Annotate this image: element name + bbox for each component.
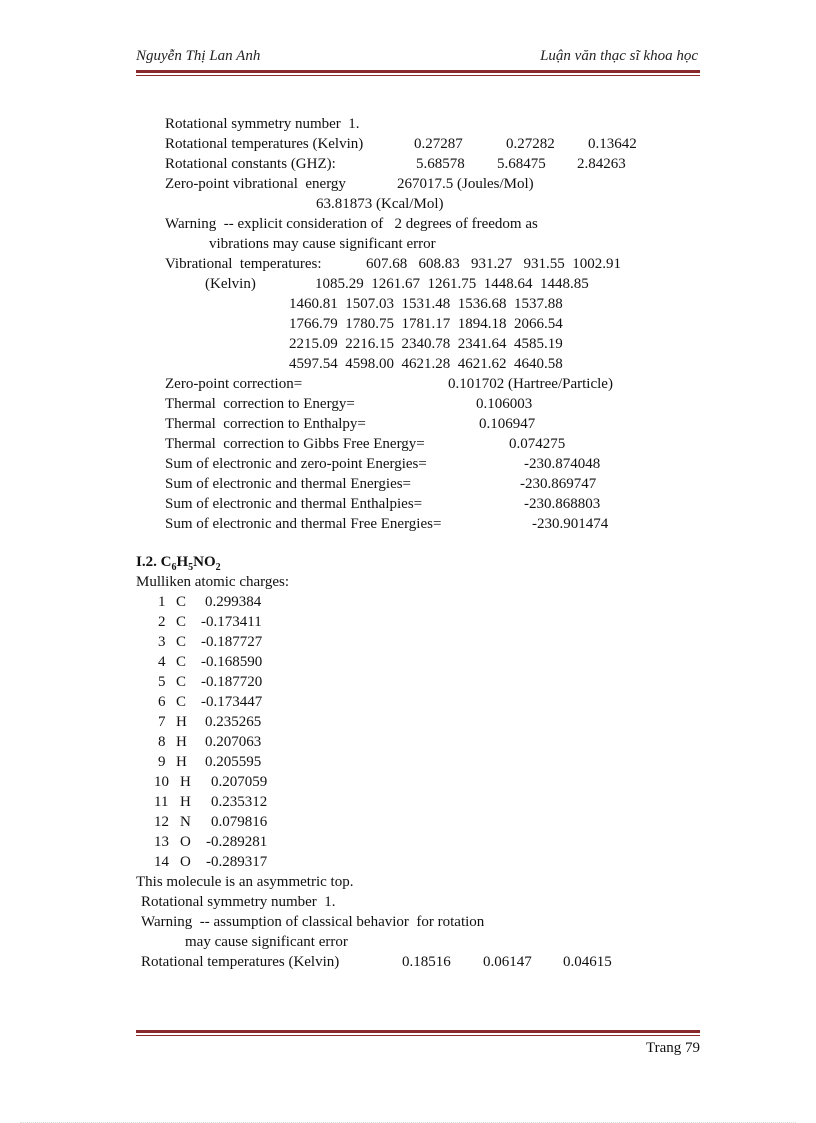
charge-atom: C: [176, 614, 187, 630]
charge-value: -0.187727: [201, 634, 263, 650]
charge-value: -0.289281: [206, 834, 268, 850]
thermo-value: -230.874048: [524, 456, 601, 472]
thermo-label: Thermal correction to Gibbs Free Energy=: [165, 436, 425, 452]
vib-temp-row: 2215.09 2216.15 2340.78 2341.64 4585.19: [289, 336, 563, 352]
charge-value: 0.299384: [205, 594, 262, 610]
charge-atom: N: [180, 814, 191, 830]
thermo-label: Thermal correction to Enthalpy=: [165, 416, 366, 432]
charge-value: -0.289317: [206, 854, 268, 870]
asymmetric-top-line: This molecule is an asymmetric top.: [136, 874, 354, 890]
charge-atom: H: [176, 714, 187, 730]
rot-temp-label-2: Rotational temperatures (Kelvin): [141, 954, 340, 970]
mulliken-title: Mulliken atomic charges:: [136, 574, 290, 590]
charge-index: 13: [154, 834, 169, 850]
header-thesis-title: Luận văn thạc sĩ khoa học: [540, 48, 698, 64]
rot-temp-label: Rotational temperatures (Kelvin): [165, 136, 364, 152]
header-author: Nguyễn Thị Lan Anh: [136, 48, 261, 64]
thermo-value: 0.106003: [476, 396, 533, 412]
thermo-value: -230.868803: [524, 496, 601, 512]
rot-symmetry-line-2: Rotational symmetry number 1.: [141, 894, 336, 910]
charge-atom: H: [176, 754, 187, 770]
vib-temp-row: 4597.54 4598.00 4621.28 4621.62 4640.58: [289, 356, 563, 372]
charge-value: -0.168590: [201, 654, 263, 670]
rot-temp-value-2: 0.06147: [483, 954, 532, 970]
thermo-value: 0.106947: [479, 416, 536, 432]
header-rule-thick: [136, 70, 700, 73]
section-number: I.2.: [136, 554, 157, 570]
thermo-label: Thermal correction to Energy=: [165, 396, 355, 412]
thermo-label: Sum of electronic and thermal Enthalpies=: [165, 496, 423, 512]
zpe-label: Zero-point vibrational energy: [165, 176, 346, 192]
charge-atom: C: [176, 674, 187, 690]
vib-temp-row: 1085.29 1261.67 1261.75 1448.64 1448.85: [315, 276, 589, 292]
rot-temp-value: 0.27287: [414, 136, 463, 152]
charge-index: 4: [158, 654, 166, 670]
charge-index: 7: [158, 714, 166, 730]
rot-temp-value: 0.27282: [506, 136, 555, 152]
thermo-value: 0.074275: [509, 436, 566, 452]
charge-value: 0.079816: [211, 814, 268, 830]
charge-value: 0.235265: [205, 714, 262, 730]
thermo-label: Sum of electronic and thermal Free Energies=: [165, 516, 442, 532]
zpe-joules: 267017.5 (Joules/Mol): [397, 176, 534, 192]
charge-value: 0.235312: [211, 794, 268, 810]
thermo-label: Sum of electronic and zero-point Energies=: [165, 456, 427, 472]
warning-line-1: Warning -- explicit consideration of 2 degrees of freedom as: [165, 216, 538, 232]
charge-index: 12: [154, 814, 169, 830]
charge-atom: O: [180, 834, 191, 850]
charge-value: -0.173411: [201, 614, 262, 630]
charge-value: 0.207063: [205, 734, 262, 750]
thermo-label: Sum of electronic and thermal Energies=: [165, 476, 412, 492]
rot-const-value: 5.68578: [416, 156, 465, 172]
thermo-value: -230.869747: [520, 476, 597, 492]
vib-temp-row: 607.68 608.83 931.27 931.55 1002.91: [366, 256, 621, 272]
charge-value: -0.187720: [201, 674, 263, 690]
charge-index: 14: [154, 854, 169, 870]
charge-index: 10: [154, 774, 169, 790]
vib-temp-row: 1460.81 1507.03 1531.48 1536.68 1537.88: [289, 296, 563, 312]
charge-atom: C: [176, 654, 187, 670]
page-number: Trang 79: [645, 1040, 700, 1056]
footer-rule-thick: [136, 1030, 700, 1033]
vib-temp-row: 1766.79 1780.75 1781.17 1894.18 2066.54: [289, 316, 563, 332]
thermo-value: 0.101702 (Hartree/Particle): [448, 376, 613, 392]
charge-value: -0.173447: [201, 694, 263, 710]
rot-symmetry-line: Rotational symmetry number 1.: [165, 116, 360, 132]
thermo-label: Zero-point correction=: [165, 376, 303, 392]
header-rule-thin: [136, 75, 700, 76]
charge-value: 0.207059: [211, 774, 268, 790]
charge-atom: H: [180, 794, 191, 810]
charge-index: 9: [158, 754, 166, 770]
warning2-line-1: Warning -- assumption of classical behavior for rotation: [141, 914, 485, 930]
warning2-line-2: may cause significant error: [185, 934, 348, 950]
charge-index: 3: [158, 634, 166, 650]
vib-kelvin-label: (Kelvin): [205, 276, 256, 292]
charge-atom: C: [176, 694, 187, 710]
charge-atom: C: [176, 634, 187, 650]
charge-index: 8: [158, 734, 166, 750]
thermo-value: -230.901474: [532, 516, 609, 532]
charge-index: 6: [158, 694, 166, 710]
vib-temp-label: Vibrational temperatures:: [165, 256, 322, 272]
rot-const-value: 2.84263: [577, 156, 626, 172]
charge-index: 2: [158, 614, 166, 630]
charge-index: 1: [158, 594, 166, 610]
charge-atom: H: [176, 734, 187, 750]
charge-atom: O: [180, 854, 191, 870]
warning-line-2: vibrations may cause significant error: [209, 236, 436, 252]
molecule-formula: $C_6H_5NO_2$: [160, 554, 221, 573]
zpe-kcal: 63.81873 (Kcal/Mol): [316, 196, 444, 212]
charge-index: 5: [158, 674, 166, 690]
charge-atom: H: [180, 774, 191, 790]
rot-temp-value-2: 0.18516: [402, 954, 451, 970]
rot-const-value: 5.68475: [497, 156, 546, 172]
charge-index: 11: [154, 794, 169, 810]
rot-temp-value-2: 0.04615: [563, 954, 612, 970]
charge-atom: C: [176, 594, 187, 610]
charge-value: 0.205595: [205, 754, 262, 770]
footer-rule-thin: [136, 1035, 700, 1036]
rot-temp-value: 0.13642: [588, 136, 637, 152]
rot-const-label: Rotational constants (GHZ):: [165, 156, 336, 172]
